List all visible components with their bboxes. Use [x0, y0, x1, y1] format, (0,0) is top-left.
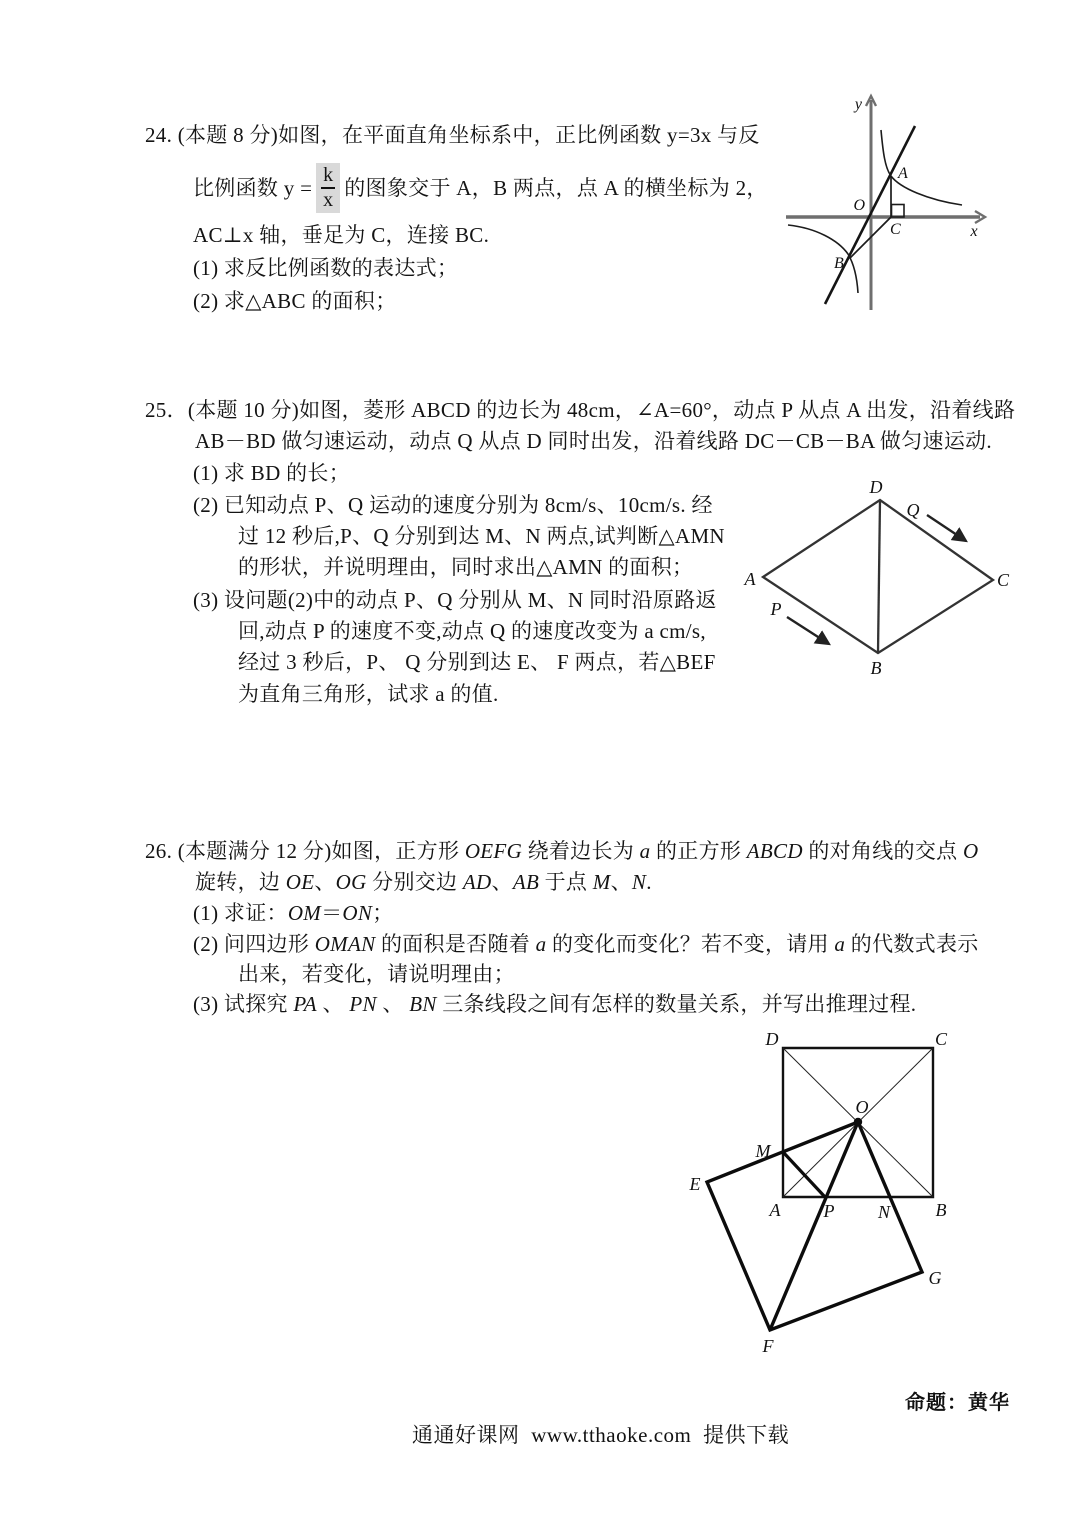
label-point-b: B — [834, 255, 844, 272]
problem-25-item-2: (2) 已知动点 P、Q 运动的速度分别为 8cm/s、10cm/s. 经 — [193, 493, 713, 517]
footer-site-link: 通通好课网 www.tthaoke.com 提供下载 — [412, 1423, 790, 1447]
label-point-m: M — [755, 1141, 771, 1161]
label-point-c: C — [890, 221, 901, 238]
point-o-dot — [854, 1118, 862, 1126]
problem-26-item-2b: 出来，若变化，请说明理由； — [238, 962, 515, 986]
problem-25-item-2c: 的形状，并说明理由，同时求出△AMN 的面积； — [238, 555, 694, 579]
problem-26-line-1: 26. (本题满分 12 分)如图，正方形 OEFG 绕着边长为 a 的正方形 ABCD 的对角线的交点 O — [145, 839, 979, 863]
fraction-denominator: x — [323, 189, 334, 211]
problem-25-item-3: (3) 设问题(2)中的动点 P、Q 分别从 M、N 同时沿原路返 — [193, 588, 717, 612]
label-point-e: E — [689, 1174, 701, 1194]
problem-24-item-1: (1) 求反比例函数的表达式； — [193, 256, 459, 280]
problem-26-item-3: (3) 试探究 PA 、 PN 、 BN 三条线段之间有怎样的数量关系，并写出推理过程. — [193, 992, 917, 1016]
problem-25-line-2: AB－BD 做匀速运动，动点 Q 从点 D 同时出发，沿着线路 DC－CB－BA 做匀速运动. — [195, 429, 992, 453]
problem-25-item-1: (1) 求 BD 的长； — [193, 461, 351, 485]
problem-25-item-3d: 为直角三角形，试求 a 的值. — [238, 682, 499, 706]
label-origin: O — [853, 197, 865, 214]
problem-24-line-3: AC⊥x 轴，垂足为 C，连接 BC. — [193, 223, 490, 247]
label-point-f: F — [762, 1336, 774, 1355]
label-point-d: D — [869, 477, 883, 497]
label-point-b: B — [935, 1200, 947, 1220]
right-angle-marker — [892, 205, 905, 218]
label-point-c: C — [934, 1030, 948, 1049]
problem-24-line-1: 24. (本题 8 分)如图，在平面直角坐标系中，正比例函数 y=3x 与反 — [145, 123, 760, 147]
label-x-axis: x — [970, 223, 978, 240]
problem-24-line-2 — [193, 158, 768, 218]
problem-26-item-1: (1) 求证：OM＝ON； — [193, 901, 394, 925]
label-point-d: D — [765, 1030, 779, 1049]
figure-26-squares — [655, 1030, 985, 1360]
figure-24-coordinate-plane — [778, 92, 993, 342]
label-point-b: B — [870, 658, 882, 677]
problem-25-line-1: 25．(本题 10 分)如图，菱形 ABCD 的边长为 48cm，∠A=60°，动点 P 从点 A 出发，沿着线路 — [145, 398, 1016, 422]
problem-26-item-2: (2) 问四边形 OMAN 的面积是否随着 a 的变化而变化？若不变，请用 a 的代数式表示 — [193, 932, 979, 956]
label-y-axis: y — [854, 96, 862, 113]
label-point-a: A — [898, 165, 908, 182]
label-point-a: A — [744, 569, 756, 589]
problem-25-item-2b: 过 12 秒后,P、Q 分别到达 M、N 两点,试判断△AMN — [238, 524, 725, 548]
diagonal-db — [878, 500, 880, 653]
fraction-k-over-x — [316, 163, 340, 213]
label-point-n: N — [877, 1202, 891, 1222]
fraction-numerator: k — [323, 164, 334, 186]
arrow-p-direction — [787, 617, 829, 644]
label-point-q: Q — [906, 500, 920, 520]
problem-25-item-3c: 经过 3 秒后，P、 Q 分别到达 E、 F 两点，若△BEF — [238, 650, 716, 674]
label-point-g: G — [928, 1268, 942, 1288]
label-point-c: C — [996, 570, 1010, 590]
footer-author: 命题：黄华 — [905, 1392, 1010, 1414]
label-point-p: P — [823, 1201, 835, 1221]
problem-24-line-2-post: 的图象交于 A，B 两点，点 A 的横坐标为 2， — [344, 176, 768, 200]
label-point-o: O — [855, 1097, 869, 1117]
problem-24-item-2: (2) 求△ABC 的面积； — [193, 289, 397, 313]
problem-25-item-3b: 回,动点 P 的速度不变,动点 Q 的速度改变为 a cm/s, — [238, 619, 706, 643]
problem-26-line-2: 旋转，边 OE、OG 分别交边 AD、AB 于点 M、N. — [195, 870, 652, 894]
label-point-p: P — [770, 599, 782, 619]
figure-25-rhombus — [735, 462, 1025, 682]
label-point-a: A — [769, 1200, 781, 1220]
problem-24-line-2-pre: 比例函数 y = — [193, 176, 313, 200]
